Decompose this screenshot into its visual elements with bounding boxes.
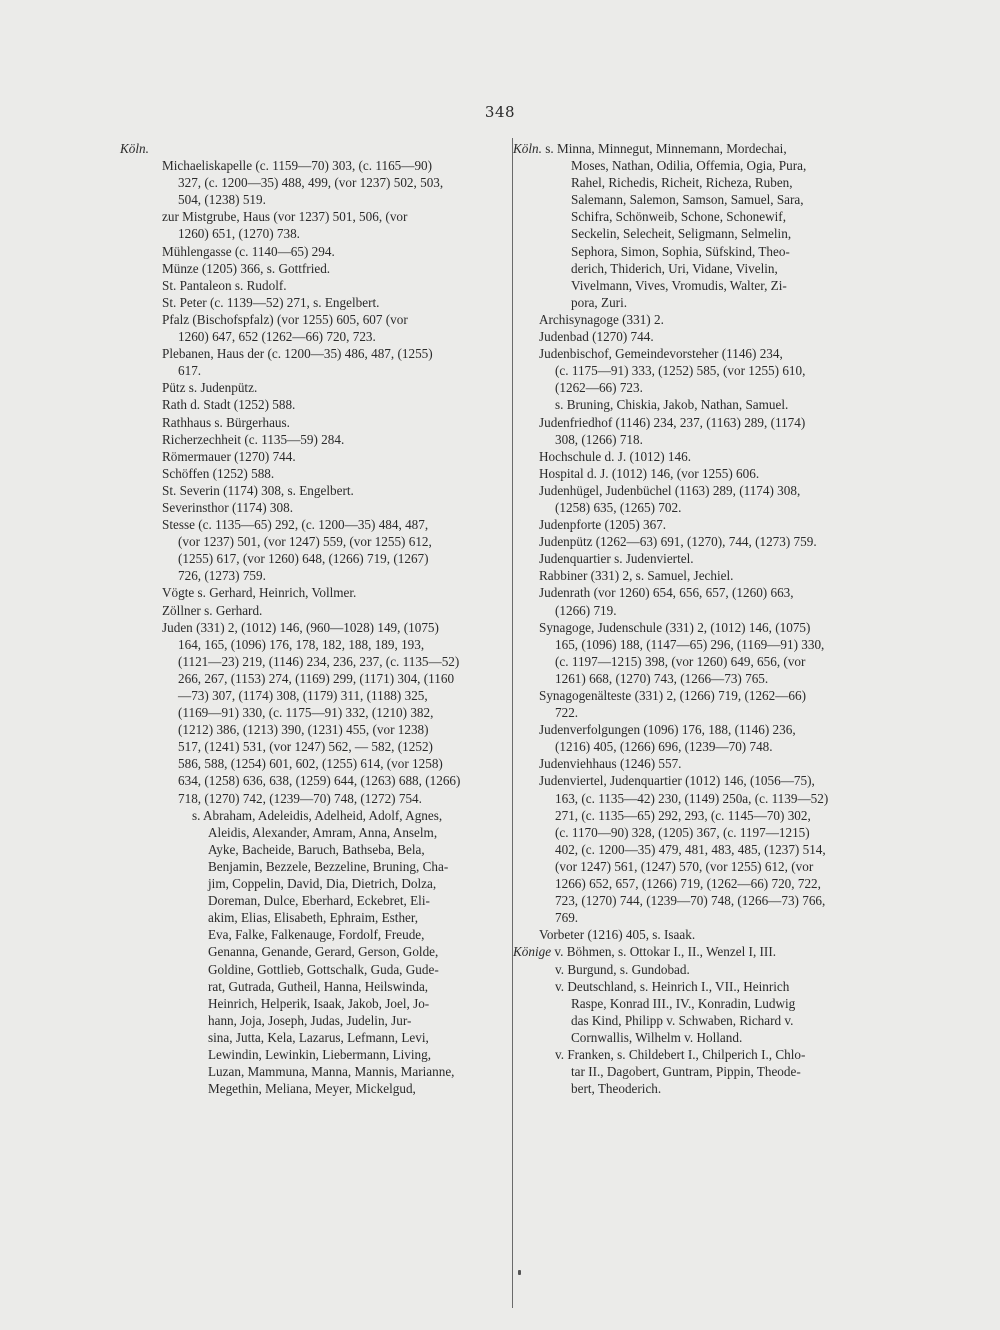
index-line: 718, (1270) 742, (1239—70) 748, (1272) 754. [178,790,422,806]
index-line: Schöffen (1252) 588. [162,465,275,481]
index-line: Judenpütz (1262—63) 691, (1270), 744, (1273) 759. [539,534,817,550]
index-line: (1216) 405, (1266) 696, (1239—70) 748. [555,739,773,755]
index-line: bert, Theoderich. [571,1081,662,1097]
index-line: s. Bruning, Chiskia, Jakob, Nathan, Samuel. [555,397,789,413]
index-line: 722. [555,705,579,721]
index-line: Juden (331) 2, (1012) 146, (960—1028) 149, (1075) [162,619,439,635]
index-line: Eva, Falke, Falkenauge, Fordolf, Freude, [208,927,425,943]
index-line: Doreman, Dulce, Eberhard, Eckebret, Eli- [208,893,430,909]
index-line: Judenpforte (1205) 367. [539,517,667,533]
index-line: Synagoge, Judenschule (331) 2, (1012) 146, (1075) [539,619,811,635]
index-line: (1212) 386, (1213) 390, (1231) 455, (vor 1238) [178,722,429,738]
index-line: (1255) 617, (vor 1260) 648, (1266) 719, (1267) [178,551,429,567]
index-line: 327, (c. 1200—35) 488, 499, (vor 1237) 502, 503, [178,175,444,191]
index-line: Judenbad (1270) 744. [539,329,654,345]
index-line: jim, Coppelin, David, Dia, Dietrich, Dolza, [208,876,437,892]
index-line: Köln. [120,141,149,156]
index-line: Salemann, Salemon, Samson, Samuel, Sara, [571,192,804,208]
index-line: Hospital d. J. (1012) 146, (vor 1255) 606. [539,465,760,481]
page-number: 348 [484,103,516,121]
index-line: hann, Joja, Joseph, Judas, Judelin, Jur- [208,1012,412,1028]
index-line: 769. [555,910,579,926]
index-line: St. Pantaleon s. Rudolf. [162,277,287,293]
index-line: Judenbischof, Gemeindevorsteher (1146) 234, [539,346,783,362]
index-line: Archisynagoge (331) 2. [539,311,664,327]
index-line: zur Mistgrube, Haus (vor 1237) 501, 506, (vor [162,209,408,225]
index-line: das Kind, Philipp v. Schwaben, Richard v. [571,1012,794,1028]
index-line: Judenquartier s. Judenviertel. [539,551,694,567]
index-line: v. Franken, s. Childebert I., Chilperich I., Chlo- [555,1046,806,1062]
index-line: (1266) 719. [555,602,617,618]
index-line: 634, (1258) 636, 638, (1259) 644, (1263) 688, (1266) [178,773,461,789]
index-line: 586, 588, (1254) 601, 602, (1255) 614, (vor 1258) [178,756,443,772]
index-line: Vivelmann, Vives, Vromudis, Walter, Zi- [571,277,787,293]
index-line: 517, (1241) 531, (vor 1247) 562, — 582, (1252) [178,739,433,755]
index-line: Severinsthor (1174) 308. [162,499,293,515]
index-line: 308, (1266) 718. [555,431,643,447]
index-line: 617. [178,363,202,379]
index-line: Judenhügel, Judenbüchel (1163) 289, (1174) 308, [539,482,801,498]
index-line: Genanna, Genande, Gerard, Gerson, Golde, [208,944,439,960]
index-line: Seckelin, Selecheit, Seligmann, Selmelin, [571,226,792,242]
index-line: (c. 1197—1215) 398, (vor 1260) 649, 656, (vor [555,653,806,669]
index-line: sina, Jutta, Kela, Lazarus, Lefmann, Levi, [208,1029,429,1045]
index-line: Rahel, Richedis, Richeit, Richeza, Ruben, [571,175,793,191]
index-line: 402, (c. 1200—35) 479, 481, 483, 485, (1237) 514, [555,841,826,857]
index-line: (vor 1247) 561, (1247) 570, (vor 1255) 612, (vor [555,858,814,874]
index-line: 1260) 647, 652 (1262—66) 720, 723. [178,329,376,345]
index-line: Judenrath (vor 1260) 654, 656, 657, (1260) 663, [539,585,794,601]
index-line: s. Abraham, Adeleidis, Adelheid, Adolf, Agnes, [192,807,443,823]
index-line: (1258) 635, (1265) 702. [555,499,682,515]
index-line: 266, 267, (1153) 274, (1169) 299, (1171) 304, (1160 [178,670,455,686]
index-line: St. Severin (1174) 308, s. Engelbert. [162,482,354,498]
index-line: akim, Elias, Elisabeth, Ephraim, Esther, [208,910,419,926]
index-line: Köln. s. Minna, Minnegut, Minnemann, Mordechai, [513,141,787,156]
index-line: Könige v. Böhmen, s. Ottokar I., II., Wenzel I, III. [513,944,777,960]
index-line: Münze (1205) 366, s. Gottfried. [162,260,331,276]
index-line: (1262—66) 723. [555,380,643,396]
index-line: Raspe, Konrad III., IV., Konradin, Ludwig [571,995,796,1011]
right-column [513,140,908,1097]
index-line: 726, (1273) 759. [178,568,266,584]
index-line: Michaeliskapelle (c. 1159—70) 303, (c. 1165—90) [162,158,433,174]
index-line: Mühlengasse (c. 1140—65) 294. [162,243,335,259]
index-line: 163, (c. 1135—42) 230, (1149) 250a, (c. 1139—52) [555,790,829,806]
index-line: Goldine, Gottlieb, Gottschalk, Guda, Gude- [208,961,439,977]
index-line: tar II., Dagobert, Guntram, Pippin, Theode- [571,1064,801,1080]
index-line: St. Peter (c. 1139—52) 271, s. Engelbert. [162,294,380,310]
print-speck [518,1270,521,1275]
index-line: Judenfriedhof (1146) 234, 237, (1163) 289, (1174) [539,414,806,430]
index-line: derich, Thiderich, Uri, Vidane, Vivelin, [571,260,778,276]
left-column [120,140,512,1097]
index-line: Pfalz (Bischofspfalz) (vor 1255) 605, 607 (vor [162,311,408,327]
index-line: Hochschule d. J. (1012) 146. [539,448,691,464]
index-line: 164, 165, (1096) 176, 178, 182, 188, 189, 193, [178,636,425,652]
index-line: 271, (c. 1135—65) 292, 293, (c. 1145—70) 302, [555,807,811,823]
index-line: 504, (1238) 519. [178,192,266,208]
index-line: Schifra, Schönweib, Schone, Schonewif, [571,209,786,225]
index-line: Judenverfolgungen (1096) 176, 188, (1146) 236, [539,722,796,738]
index-line: Richerzechheit (c. 1135—59) 284. [162,431,345,447]
index-line: Vorbeter (1216) 405, s. Isaak. [539,927,696,943]
index-line: —73) 307, (1174) 308, (1179) 311, (1188) 325, [178,688,428,703]
index-line: Judenviertel, Judenquartier (1012) 146, (1056—75), [539,773,815,789]
index-line: Lewindin, Lewinkin, Liebermann, Living, [208,1046,432,1062]
index-line: Vögte s. Gerhard, Heinrich, Vollmer. [162,585,357,601]
index-line: Moses, Nathan, Odilia, Offemia, Ogia, Pura, [571,158,807,174]
index-line: 1261) 668, (1270) 743, (1266—73) 765. [555,670,769,686]
index-line: Aleidis, Alexander, Amram, Anna, Anselm, [208,824,438,840]
index-line: Judenviehhaus (1246) 557. [539,756,682,772]
index-line: Römermauer (1270) 744. [162,448,296,464]
index-line: Megethin, Meliana, Meyer, Mickelgud, [208,1081,416,1097]
index-line: (c. 1170—90) 328, (1205) 367, (c. 1197—1215) [555,824,810,840]
index-line: rat, Gutrada, Gutheil, Hanna, Heilswinda, [208,978,429,994]
index-line: Synagogenälteste (331) 2, (1266) 719, (1262—66) [539,688,806,703]
index-line: Benjamin, Bezzele, Bezzeline, Bruning, Cha- [208,858,449,874]
index-line: Cornwallis, Wilhelm v. Holland. [571,1029,743,1045]
index-line: 1260) 651, (1270) 738. [178,226,300,242]
index-line: Stesse (c. 1135—65) 292, (c. 1200—35) 484, 487, [162,517,429,533]
index-line: (1121—23) 219, (1146) 234, 236, 237, (c. 1135—52) [178,653,460,669]
index-line: Ayke, Bacheide, Baruch, Bathseba, Bela, [208,841,425,857]
index-line: Rathhaus s. Bürgerhaus. [162,414,290,430]
index-line: 1266) 652, 657, (1266) 719, (1262—66) 720, 722, [555,876,821,892]
index-line: 165, (1096) 188, (1147—65) 296, (1169—91) 330, [555,636,825,652]
index-line: (c. 1175—91) 333, (1252) 585, (vor 1255) 610, [555,363,806,379]
index-line: pora, Zuri. [571,294,628,310]
index-line: (1169—91) 330, (c. 1175—91) 332, (1210) 382, [178,705,434,721]
index-line: Rabbiner (331) 2, s. Samuel, Jechiel. [539,568,734,584]
index-line: Pütz s. Judenpütz. [162,380,258,396]
index-line: (vor 1237) 501, (vor 1247) 559, (vor 1255) 612, [178,534,432,550]
index-line: Zöllner s. Gerhard. [162,602,263,618]
index-line: v. Deutschland, s. Heinrich I., VII., Heinrich [555,978,790,994]
index-line: Sephora, Simon, Sophia, Süfskind, Theo- [571,243,790,259]
index-line: 723, (1270) 744, (1239—70) 748, (1266—73) 766, [555,893,826,909]
index-line: Heinrich, Helperik, Isaak, Jakob, Joel, Jo- [208,995,430,1011]
index-line: Rath d. Stadt (1252) 588. [162,397,296,413]
index-line: v. Burgund, s. Gundobad. [555,961,690,977]
index-line: Plebanen, Haus der (c. 1200—35) 486, 487, (1255) [162,346,433,362]
index-line: Luzan, Mammuna, Manna, Mannis, Marianne, [208,1064,455,1080]
